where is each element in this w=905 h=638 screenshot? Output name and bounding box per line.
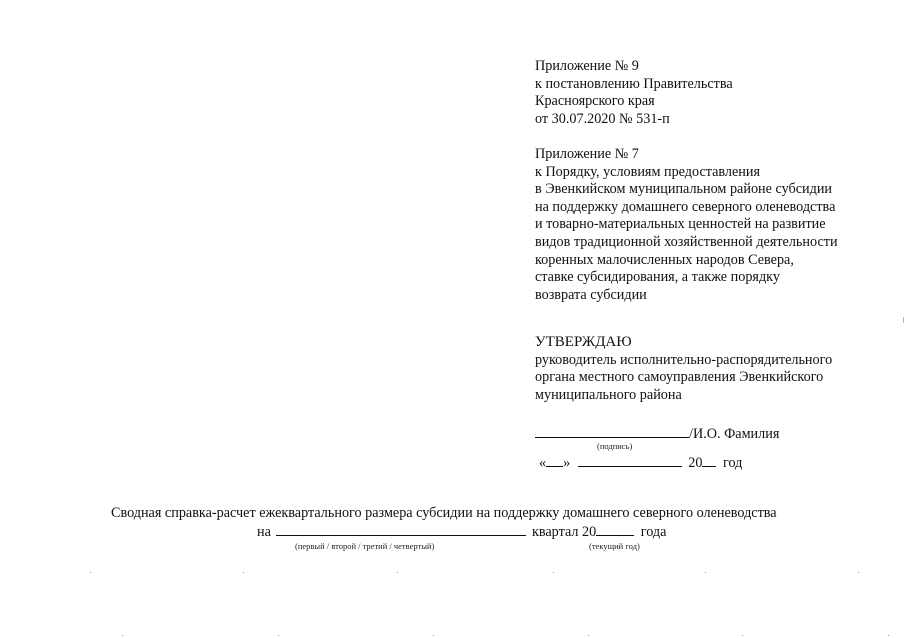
approval-position-line: органа местного самоуправления Эвенкийского [535,369,824,386]
form-on-label: на [257,524,271,540]
scan-dot [122,635,123,636]
scan-dot [553,572,554,573]
date-year-field[interactable] [702,453,716,467]
approval-block [535,334,832,404]
approval-heading: УТВЕРЖДАЮ [535,334,632,350]
quarter-label: квартал 20 [531,524,597,540]
date-month-field[interactable] [578,453,682,467]
signature-row [535,424,779,443]
signature-caption: (подпись) [597,441,633,451]
year-caption: (текущий год) [589,541,640,551]
scan-dot [858,572,859,573]
appendix-7-line: на поддержку домашнего северного оленеводства [535,198,836,215]
appendix-7-line: к Порядку, условиям предоставления [535,163,761,180]
appendix-7-line: возврата субсидии [535,286,647,303]
approval-date-row [539,453,742,472]
date-year-suffix: год [723,455,743,471]
date-open-quote: « [539,455,547,471]
scan-dot [278,635,279,636]
scan-dot [888,635,889,636]
appendix-7-line: в Эвенкийском муниципальном районе субсидии [535,181,833,198]
date-day-field[interactable] [546,453,563,467]
signature-field[interactable] [535,424,689,438]
form-title-text: Сводная справка-расчет ежеквартального размера субсидии на поддержку домашнего северного оленеводства [111,505,777,521]
scan-dot [243,572,244,573]
approval-position-line: руководитель исполнительно-распорядительного [535,351,833,368]
year-field[interactable] [596,522,634,536]
date-year-prefix: 20 [688,455,703,471]
appendix-9-title: Приложение № 9 [535,58,639,74]
appendix-7-header [535,146,838,304]
appendix-7-line: и товарно-материальных ценностей на развитие [535,216,826,233]
appendix-9-date: от 30.07.2020 № 531-п [535,110,670,127]
appendix-7-line: видов традиционной хозяйственной деятельности [535,233,838,250]
scan-dot [742,635,743,636]
quarter-field[interactable] [276,522,526,536]
appendix-9-region: Красноярского края [535,93,655,110]
appendix-7-title: Приложение № 7 [535,146,639,162]
form-period-row [257,522,666,541]
quarter-caption: (первый / второй / третий / четвертый) [295,541,435,551]
scan-dot [433,635,434,636]
scan-dot [90,572,91,573]
signature-name: /И.О. Фамилия [689,426,780,442]
scan-mark [903,317,904,323]
scan-dot [705,572,706,573]
appendix-9-reference: к постановлению Правительства [535,75,733,92]
scan-dot [588,635,589,636]
approval-position-line: муниципального района [535,386,682,403]
appendix-7-line: ставке субсидирования, а также порядку [535,269,780,286]
date-close-quote: » [563,455,571,471]
year-label: года [640,524,667,540]
appendix-9-header [535,58,733,128]
scan-dot [397,572,398,573]
appendix-7-line: коренных малочисленных народов Севера, [535,251,794,268]
